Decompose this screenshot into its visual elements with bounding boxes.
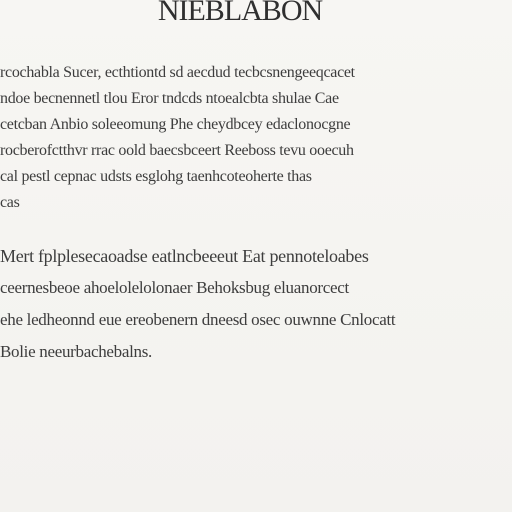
paragraph-line: rcochabla Sucer, ecthtiontd sd aecdud tecbcsnengeeqcacet [0, 64, 355, 81]
paragraph-1 [0, 60, 512, 216]
paragraph-line: ndoe becnennetl tlou Eror tndcds ntoealcbta shulae Cae [0, 90, 339, 107]
paragraph-line: cetcban Anbio soleeomung Phe cheydbcey edaclonocgne [0, 116, 351, 133]
paragraph-line: cas [0, 194, 20, 211]
paragraph-line: rocberofctthvr rrac oold baecsbceert Reeboss tevu ooecuh [0, 142, 354, 159]
paragraph-2 [0, 240, 512, 368]
paragraph-line: ceernesbeoe ahoelolelolonaer Behoksbug eluanorcect [0, 278, 349, 297]
paragraph-line: cal pestl cepnac udsts esglohg taenhcoteoherte thas [0, 168, 312, 185]
paragraph-line: ehe ledheonnd eue ereobenern dneesd osec ouwnne Cnlocatt [0, 310, 396, 329]
paragraph-line: Bolie neeurbachebalns. [0, 342, 153, 361]
document-title: NIEBLABON [157, 0, 323, 27]
paragraph-line: Mert fplplesecaoadse eatlncbeeeut Eat pennoteloabes [0, 246, 369, 266]
